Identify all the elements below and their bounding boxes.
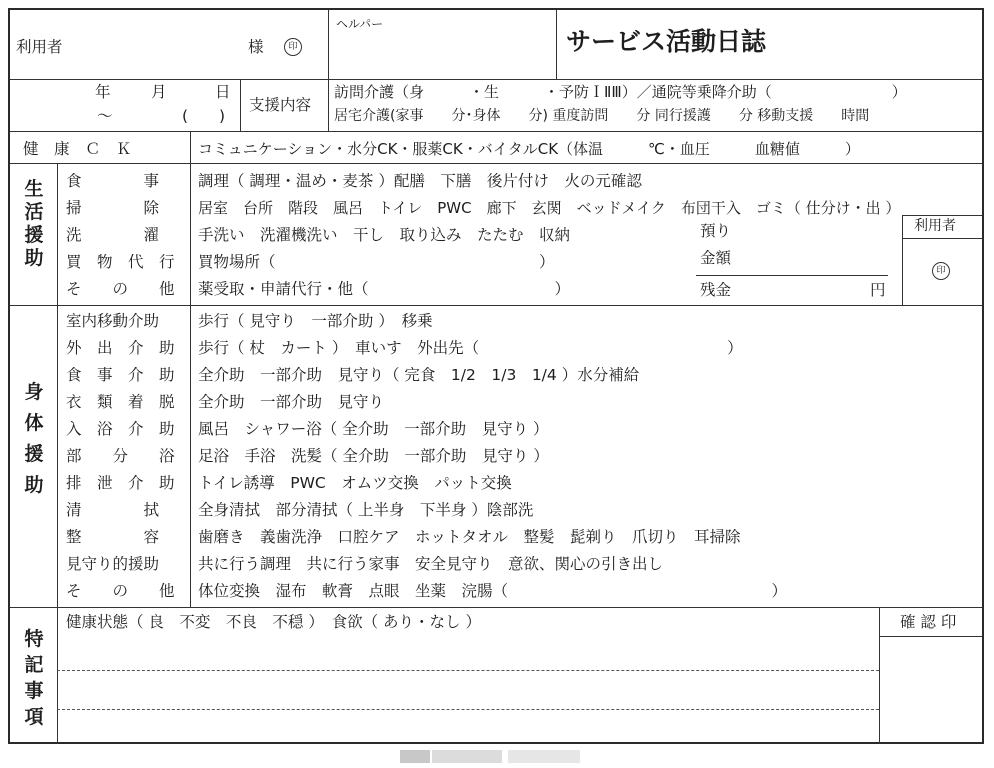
life-row-label: 食 事 [66, 172, 160, 190]
support-line-1: 訪問介護（身 ・生 ・予防ＩⅡⅢ）／通院等乗降介助（ ） [334, 83, 907, 101]
body-row-label: 整 容 [66, 528, 160, 546]
divider [556, 10, 557, 79]
life-support-section-label: 生活援助 [24, 178, 44, 269]
month-label: 月 [151, 83, 167, 101]
weekday-paren: ( ) [182, 107, 226, 125]
divider [190, 131, 191, 163]
body-row-content: 歩行（ 見守り 一部介助 ） 移乗 [198, 312, 433, 330]
divider [57, 305, 58, 607]
divider [696, 275, 888, 276]
body-row-content: 全身清拭 部分清拭（ 上半身 下半身 ）陰部洗 [198, 501, 534, 519]
support-line-2: 居宅介護(家事 分･身体 分) 重度訪問 分 同行援護 分 移動支援 時間 [334, 108, 870, 124]
divider [240, 79, 241, 131]
body-row-label: 見守り的援助 [66, 555, 160, 573]
body-row-content: 共に行う調理 共に行う家事 安全見守り 意欲、関心の引き出し [198, 555, 664, 573]
body-row-content: 体位変換 湿布 軟膏 点眼 坐薬 浣腸（ ） [198, 582, 788, 600]
divider [10, 131, 982, 132]
body-row-label: 衣 類 着 脱 [66, 393, 175, 411]
divider [190, 163, 191, 305]
body-row-label: 入 浴 介 助 [66, 420, 175, 438]
support-content-label: 支援内容 [249, 96, 312, 114]
body-row-label: 外 出 介 助 [66, 339, 175, 357]
divider [10, 163, 982, 164]
amount-label: 金額 [700, 249, 732, 267]
tilde: ～ [97, 107, 113, 125]
divider [190, 305, 191, 607]
divider [879, 636, 982, 637]
divider [328, 10, 329, 79]
divider [10, 305, 982, 306]
body-row-content: 足浴 手浴 洗髪（ 全介助 一部介助 見守り ） [198, 447, 549, 465]
body-row-label: 清 拭 [66, 501, 160, 519]
deposit-label: 預り [700, 222, 732, 240]
sama-label: 様 [248, 38, 264, 56]
divider [57, 163, 58, 305]
body-row-content: 歩行（ 杖 カート ） 車いす 外出先（ ） [198, 339, 743, 357]
life-row-label: 掃 除 [66, 199, 160, 217]
year-label: 年 [95, 83, 111, 101]
life-row-label: 洗 濯 [66, 226, 160, 244]
health-ck-content: コミュニケーション・水分CK・服薬CK・バイタルCK（体温 ℃・血圧 血糖値 ） [198, 140, 860, 158]
life-row-content: 買物場所（ ） [198, 253, 555, 271]
body-row-label: そ の 他 [66, 582, 175, 600]
divider [10, 79, 982, 80]
seal-icon: 印 [932, 262, 950, 280]
life-row-content: 調理（ 調理・温め・麦茶 ）配膳 下膳 後片付け 火の元確認 [198, 172, 642, 190]
divider [10, 607, 982, 608]
life-row-content: 居室 台所 階段 風呂 トイレ PWC 廊下 玄関 ベッドメイク 布団干入 ゴミ（ 仕分け・出 ） [198, 199, 901, 217]
scan-artifact [432, 750, 502, 763]
body-support-section-label: 身体援助 [24, 381, 44, 496]
special-notes-section-label: 特記事項 [24, 628, 44, 728]
seal-icon: 印 [284, 38, 302, 56]
service-activity-log-form [8, 8, 984, 744]
day-label: 日 [215, 83, 231, 101]
form-title: サービス活動日誌 [566, 27, 767, 56]
user-seal-label: 利用者 [914, 218, 956, 234]
yen-label: 円 [870, 281, 886, 299]
divider [879, 607, 880, 744]
divider [902, 215, 903, 305]
divider [328, 79, 329, 131]
life-row-content: 薬受取・申請代行・他（ ） [198, 280, 571, 298]
balance-label: 残金 [700, 281, 732, 299]
life-row-content: 手洗い 洗濯機洗い 干し 取り込み たたむ 収納 [198, 226, 571, 244]
note-line [57, 709, 879, 710]
body-row-content: 風呂 シャワー浴（ 全介助 一部介助 見守り ） [198, 420, 549, 438]
life-row-label: 買 物 代 行 [66, 253, 175, 271]
scan-artifact [400, 750, 430, 763]
body-row-label: 食 事 介 助 [66, 366, 175, 384]
user-label: 利用者 [16, 38, 63, 56]
body-row-content: 全介助 一部介助 見守り [198, 393, 385, 411]
body-row-label: 室内移動介助 [66, 312, 160, 330]
divider [902, 238, 982, 239]
body-row-label: 部 分 浴 [66, 447, 175, 465]
divider [57, 607, 58, 744]
helper-label: ヘルパー [336, 17, 384, 31]
body-row-label: 排 泄 介 助 [66, 474, 175, 492]
body-row-content: 全介助 一部介助 見守り（ 完食 1/2 1/3 1/4 ）水分補給 [198, 366, 640, 384]
note-line [57, 670, 879, 671]
body-row-content: トイレ誘導 PWC オムツ交換 パット交換 [198, 474, 512, 492]
scan-artifact [508, 750, 580, 763]
life-row-label: そ の 他 [66, 280, 175, 298]
confirm-seal-label: 確 認 印 [900, 613, 957, 631]
body-row-content: 歯磨き 義歯洗浄 口腔ケア ホットタオル 整髪 髭剃り 爪切り 耳掃除 [198, 528, 741, 546]
notes-health-line: 健康状態（ 良 不変 不良 不穏 ） 食欲（ あり・なし ） [66, 613, 481, 631]
health-ck-label: 健 康 Ｃ Ｋ [23, 140, 132, 158]
